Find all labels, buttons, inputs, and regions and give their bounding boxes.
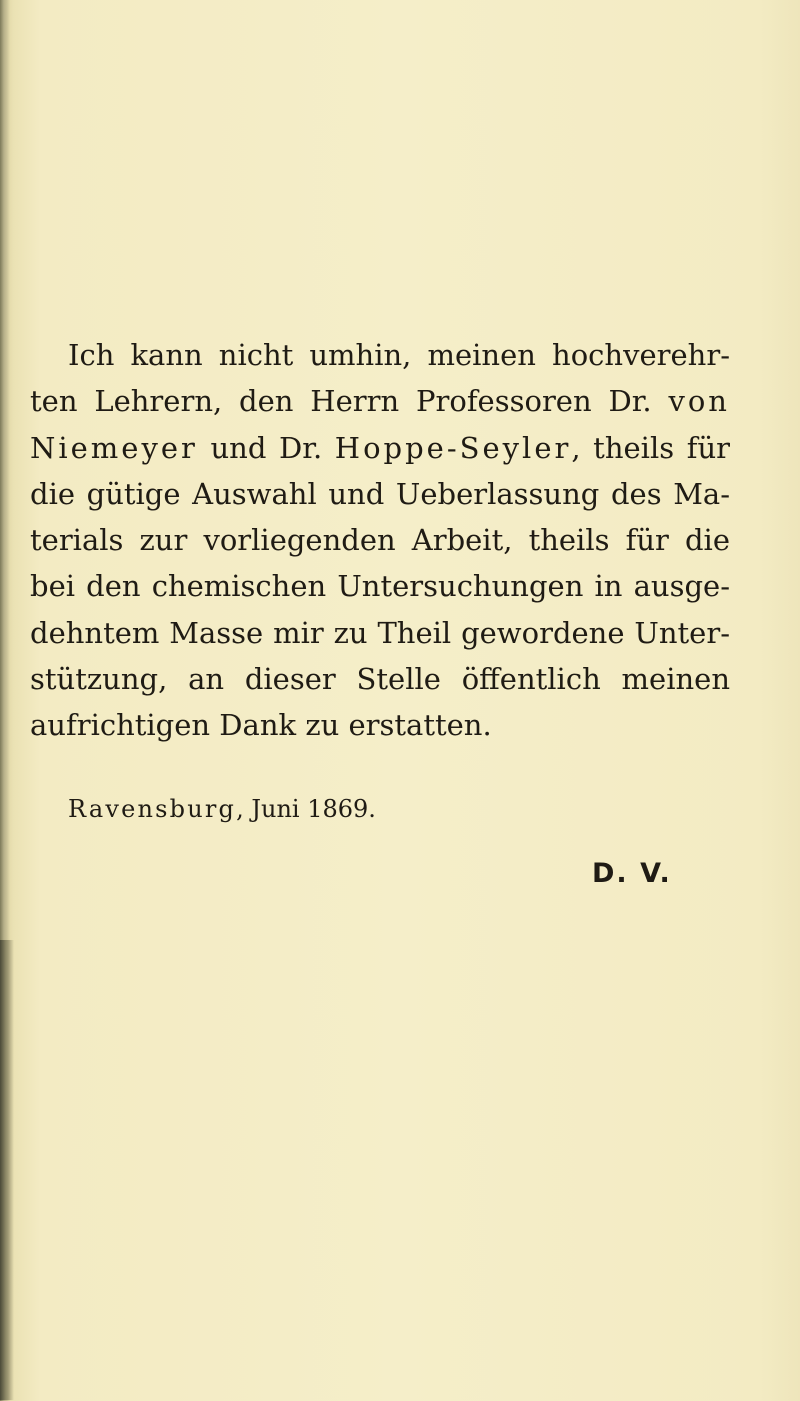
line-3-text-a: und Dr. [197, 430, 335, 465]
acknowledgement-paragraph [30, 332, 730, 749]
dateline-date: , Juni 1869. [236, 795, 376, 823]
line-2-text: ten Lehrern, den Herrn Professoren Dr. [30, 384, 669, 419]
paragraph-line-4: die gütige Auswahl und Ueberlassung des Ma- [30, 476, 730, 511]
author-initials: D. V. [592, 858, 672, 889]
paragraph-line-1: Ich kann nicht umhin, meinen hochverehr- [68, 338, 730, 372]
paragraph-line-8: stützung, an dieser Stelle öffentlich meinen [30, 662, 730, 697]
name-niemeyer: Niemeyer [30, 430, 198, 465]
paragraph-line-5: terials zur vorliegenden Arbeit, theils für die [30, 523, 730, 558]
paragraph-line-7: dehntem Masse mir zu Theil gewordene Unter- [30, 615, 730, 650]
dateline [68, 795, 376, 823]
dateline-place: Ravensburg [68, 795, 237, 823]
paragraph-line-3 [30, 425, 730, 471]
paragraph-line-2 [30, 378, 730, 424]
paragraph-line-9: aufrichtigen Dank zu erstatten. [30, 708, 492, 743]
binding-gutter-shadow [0, 940, 14, 1400]
line-3-text-b: , theils für [571, 430, 730, 465]
paragraph-line-6: bei den chemischen Untersuchungen in ausge- [30, 569, 730, 604]
name-hoppe-seyler: Hoppe-Seyler [334, 430, 572, 465]
line-2-name-von: von [668, 384, 730, 419]
